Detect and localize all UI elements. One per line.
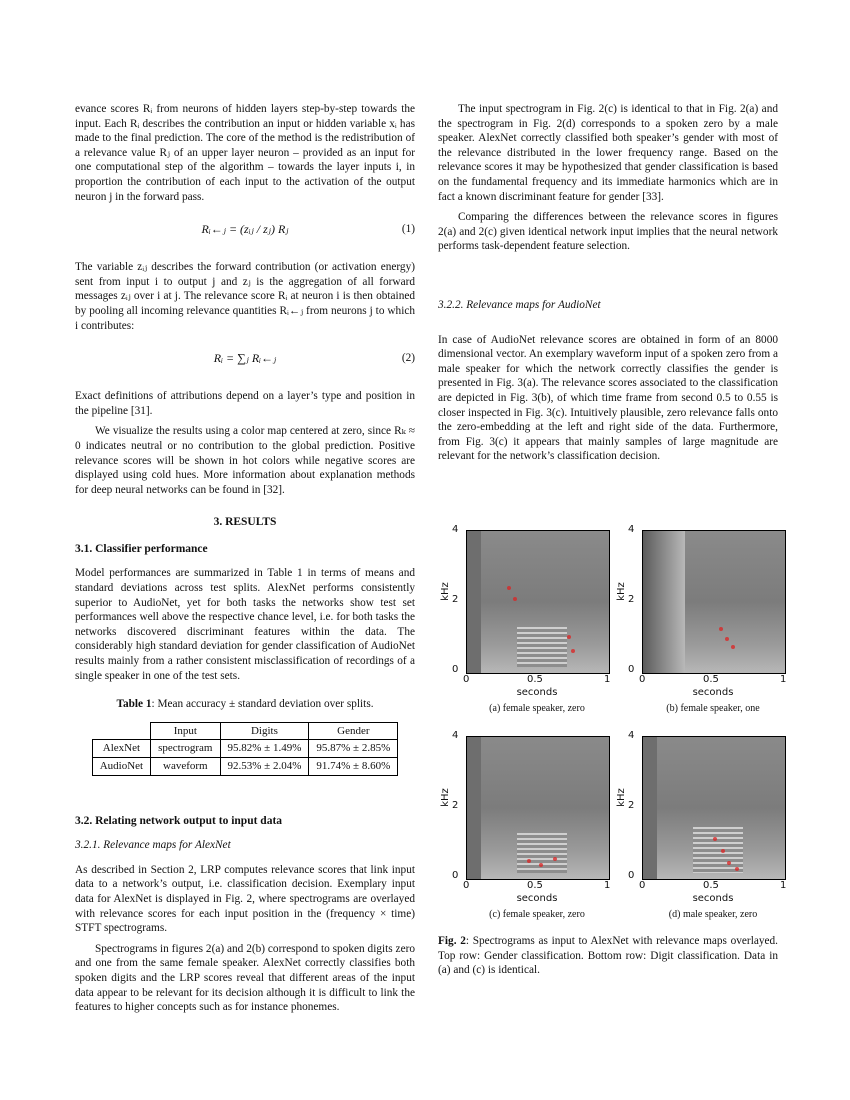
x-tick: 0 [463, 880, 470, 891]
y-axis-label: kHz [439, 788, 451, 807]
figure-caption-label: Fig. 2 [438, 935, 466, 947]
x-axis-label: seconds [692, 893, 734, 904]
table-cell: 95.87% ± 2.85% [309, 740, 398, 758]
left-column [75, 102, 415, 1021]
table-cell: AudioNet [92, 758, 150, 776]
table-cell: spectrogram [151, 740, 220, 758]
spectrogram-panel-a [438, 520, 613, 720]
y-axis-label: kHz [439, 582, 451, 601]
x-tick: 0 [639, 674, 646, 685]
x-tick: 0 [639, 880, 646, 891]
y-tick: 4 [628, 524, 635, 535]
results-table [92, 722, 399, 776]
subsubsection-heading-3-2-2: 3.2.2. Relevance maps for AudioNet [438, 298, 601, 311]
paragraph: Comparing the differences between the relevance scores in figures 2(a) and 2(c) given identical network input implies that the neural network performs task-dependent feature selection. [438, 211, 778, 253]
spectrogram-image [642, 530, 786, 674]
panel-caption: (b) female speaker, one [666, 703, 760, 714]
x-tick: 0.5 [703, 674, 719, 685]
panel-caption: (d) male speaker, zero [668, 909, 758, 920]
y-tick: 4 [628, 730, 635, 741]
figure-caption-text: : Spectrograms as input to AlexNet with relevance maps overlayed. Top row: Gender classification. Bottom row: Digit classification. Data in (a) and (c) is identical. [438, 935, 778, 977]
equation-2-number: (2) [401, 352, 415, 365]
x-tick: 1 [780, 674, 787, 685]
paragraph: evance scores Rᵢ from neurons of hidden layers step-by-step towards the input. Each Rᵢ describes the contribution an input or hidden variable xᵢ has made to the final prediction. The core of the method is the redistribution of a relevance value Rⱼ of an upper layer neuron – provided as an input for one computational step of the algorithm – towards the layer inputs i, in proportion the contribution of each input to the activation of the output neuron j in the forward pass. [75, 103, 415, 203]
table-cell: 92.53% ± 2.04% [220, 758, 309, 776]
y-tick: 2 [452, 800, 459, 811]
subsection-heading-3-1: 3.1. Classifier performance [75, 542, 208, 555]
x-tick: 1 [604, 880, 611, 891]
table-cell: 91.74% ± 8.60% [309, 758, 398, 776]
paragraph: Exact definitions of attributions depend on a layer’s type and position in the pipeline [31]. [75, 390, 415, 417]
paragraph: Spectrograms in figures 2(a) and 2(b) correspond to spoken digits zero and one from the same female speaker. AlexNet correctly classifies both spoken digits and the LRP scores reveal that different areas of the input data appear to be relevant for its decision although it is difficult to link the features to higher concepts such as for instance phonemes. [75, 942, 415, 1014]
x-tick: 0.5 [703, 880, 719, 891]
spectrogram-image [466, 736, 610, 880]
y-tick: 0 [452, 870, 459, 881]
equation-1 [75, 210, 415, 250]
spectrogram-panel-d [614, 726, 789, 926]
table-header: Input [151, 722, 220, 740]
subsection-heading-3-2: 3.2. Relating network output to input data [75, 814, 283, 827]
table-corner [92, 722, 150, 740]
x-tick: 0 [463, 674, 470, 685]
right-column [438, 102, 778, 470]
spectrogram-panel-b [614, 520, 789, 720]
paragraph: We visualize the results using a color map centered at zero, since Rₖ ≈ 0 indicates neutral or no contribution to the global prediction. Positive relevance scores will be shown in hot colors while negative scores are displayed using cold hues. More information about explanation methods for deep neural networks can be found in [32]. [75, 425, 415, 496]
table-cell: 95.82% ± 1.49% [220, 740, 309, 758]
y-axis-label: kHz [615, 582, 627, 601]
subsubsection-heading-3-2-1: 3.2.1. Relevance maps for AlexNet [75, 839, 231, 852]
y-tick: 2 [628, 594, 635, 605]
spectrogram-image [466, 530, 610, 674]
table-caption [75, 697, 415, 712]
panel-caption: (a) female speaker, zero [489, 703, 585, 714]
y-axis-label: kHz [615, 788, 627, 807]
paragraph: As described in Section 2, LRP computes relevance scores that link input data to a network’s output, i.e. classification decision. Exemplary input data for AlexNet is displayed in Fig. 2, where spectrograms are overlayed with relevance scores for each input position in the (frequency × time) STFT spectrograms. [75, 863, 415, 935]
equation-2-math: Rᵢ = ∑ⱼ Rᵢ←ⱼ [213, 351, 277, 366]
y-tick: 2 [628, 800, 635, 811]
x-axis-label: seconds [516, 687, 558, 698]
y-tick: 0 [628, 664, 635, 675]
spectrogram-image [642, 736, 786, 880]
table-row [92, 740, 398, 758]
paragraph: The variable zᵢⱼ describes the forward contribution (or activation energy) sent from input i to output j and zⱼ is the aggregation of all forward messages zᵢⱼ over i at j. The relevance score Rᵢ at neuron i is then obtained by pooling all incoming relevance quantities Rᵢ←ⱼ from neurons j to which i contributes: [75, 261, 415, 332]
table-header-row [92, 722, 398, 740]
equation-2 [75, 339, 415, 379]
equation-1-math: Rᵢ←ⱼ = (zᵢⱼ / zⱼ) Rⱼ [201, 222, 289, 237]
equation-1-number: (1) [401, 223, 415, 236]
x-tick: 1 [780, 880, 787, 891]
table-caption-label: Table 1 [116, 698, 152, 711]
table-caption-text: : Mean accuracy ± standard deviation over splits. [151, 698, 374, 711]
x-axis-label: seconds [516, 893, 558, 904]
x-axis-label: seconds [692, 687, 734, 698]
table-cell: AlexNet [92, 740, 150, 758]
y-tick: 0 [628, 870, 635, 881]
x-tick: 1 [604, 674, 611, 685]
panel-caption: (c) female speaker, zero [489, 909, 585, 920]
y-tick: 4 [452, 524, 459, 535]
y-tick: 4 [452, 730, 459, 741]
paragraph: The input spectrogram in Fig. 2(c) is identical to that in Fig. 2(a) and the spectrogram in Fig. 2(d) corresponds to a spoken zero by a male speaker. AlexNet correctly classified both speaker’s gender with most of the relevance distributed in the lower frequency range. Based on the relevance scores it may be hypothesized that gender classification is based on the fundamental frequency and its immediate harmonics which are in fact a known discriminant feature for gender [33]. [438, 103, 778, 203]
y-tick: 0 [452, 664, 459, 675]
figure-caption [438, 934, 778, 978]
table-header: Digits [220, 722, 309, 740]
y-tick: 2 [452, 594, 459, 605]
x-tick: 0.5 [527, 674, 543, 685]
table-cell: waveform [151, 758, 220, 776]
section-heading-results: 3. RESULTS [213, 516, 277, 529]
paragraph: In case of AudioNet relevance scores are obtained in form of an 8000 dimensional vector. An exemplary waveform input of a spoken zero from a male speaker for which the network correctly classifies the gender is presented in Fig. 3(a). The relevance scores associated to the classification are depicted in Fig. 3(b), of which time frame from second 0.5 to 0.55 is closer inspected in Fig. 3(c). Intuitively plausible, zero relevance falls onto the zero-embedding at the left and right side of the data. Furthermore, from Fig. 3(c) it appears that mainly samples of large magnitude are relevant for the network’s classification decision. [438, 333, 778, 463]
paragraph: Model performances are summarized in Table 1 in terms of means and standard deviations across test splits. AlexNet performs consistently superior to AudioNet, yet for both tasks the networks show test set performances well above the respective chance level, i.e. for both tasks the networks discovered discriminant features within the data. The considerably high standard deviation for gender classification of AudioNet results mainly from a rather consistent misclassification of recordings of a single speaker in one of the test sets. [75, 567, 415, 682]
spectrogram-panel-c [438, 726, 613, 926]
x-tick: 0.5 [527, 880, 543, 891]
table-row [92, 758, 398, 776]
table-header: Gender [309, 722, 398, 740]
